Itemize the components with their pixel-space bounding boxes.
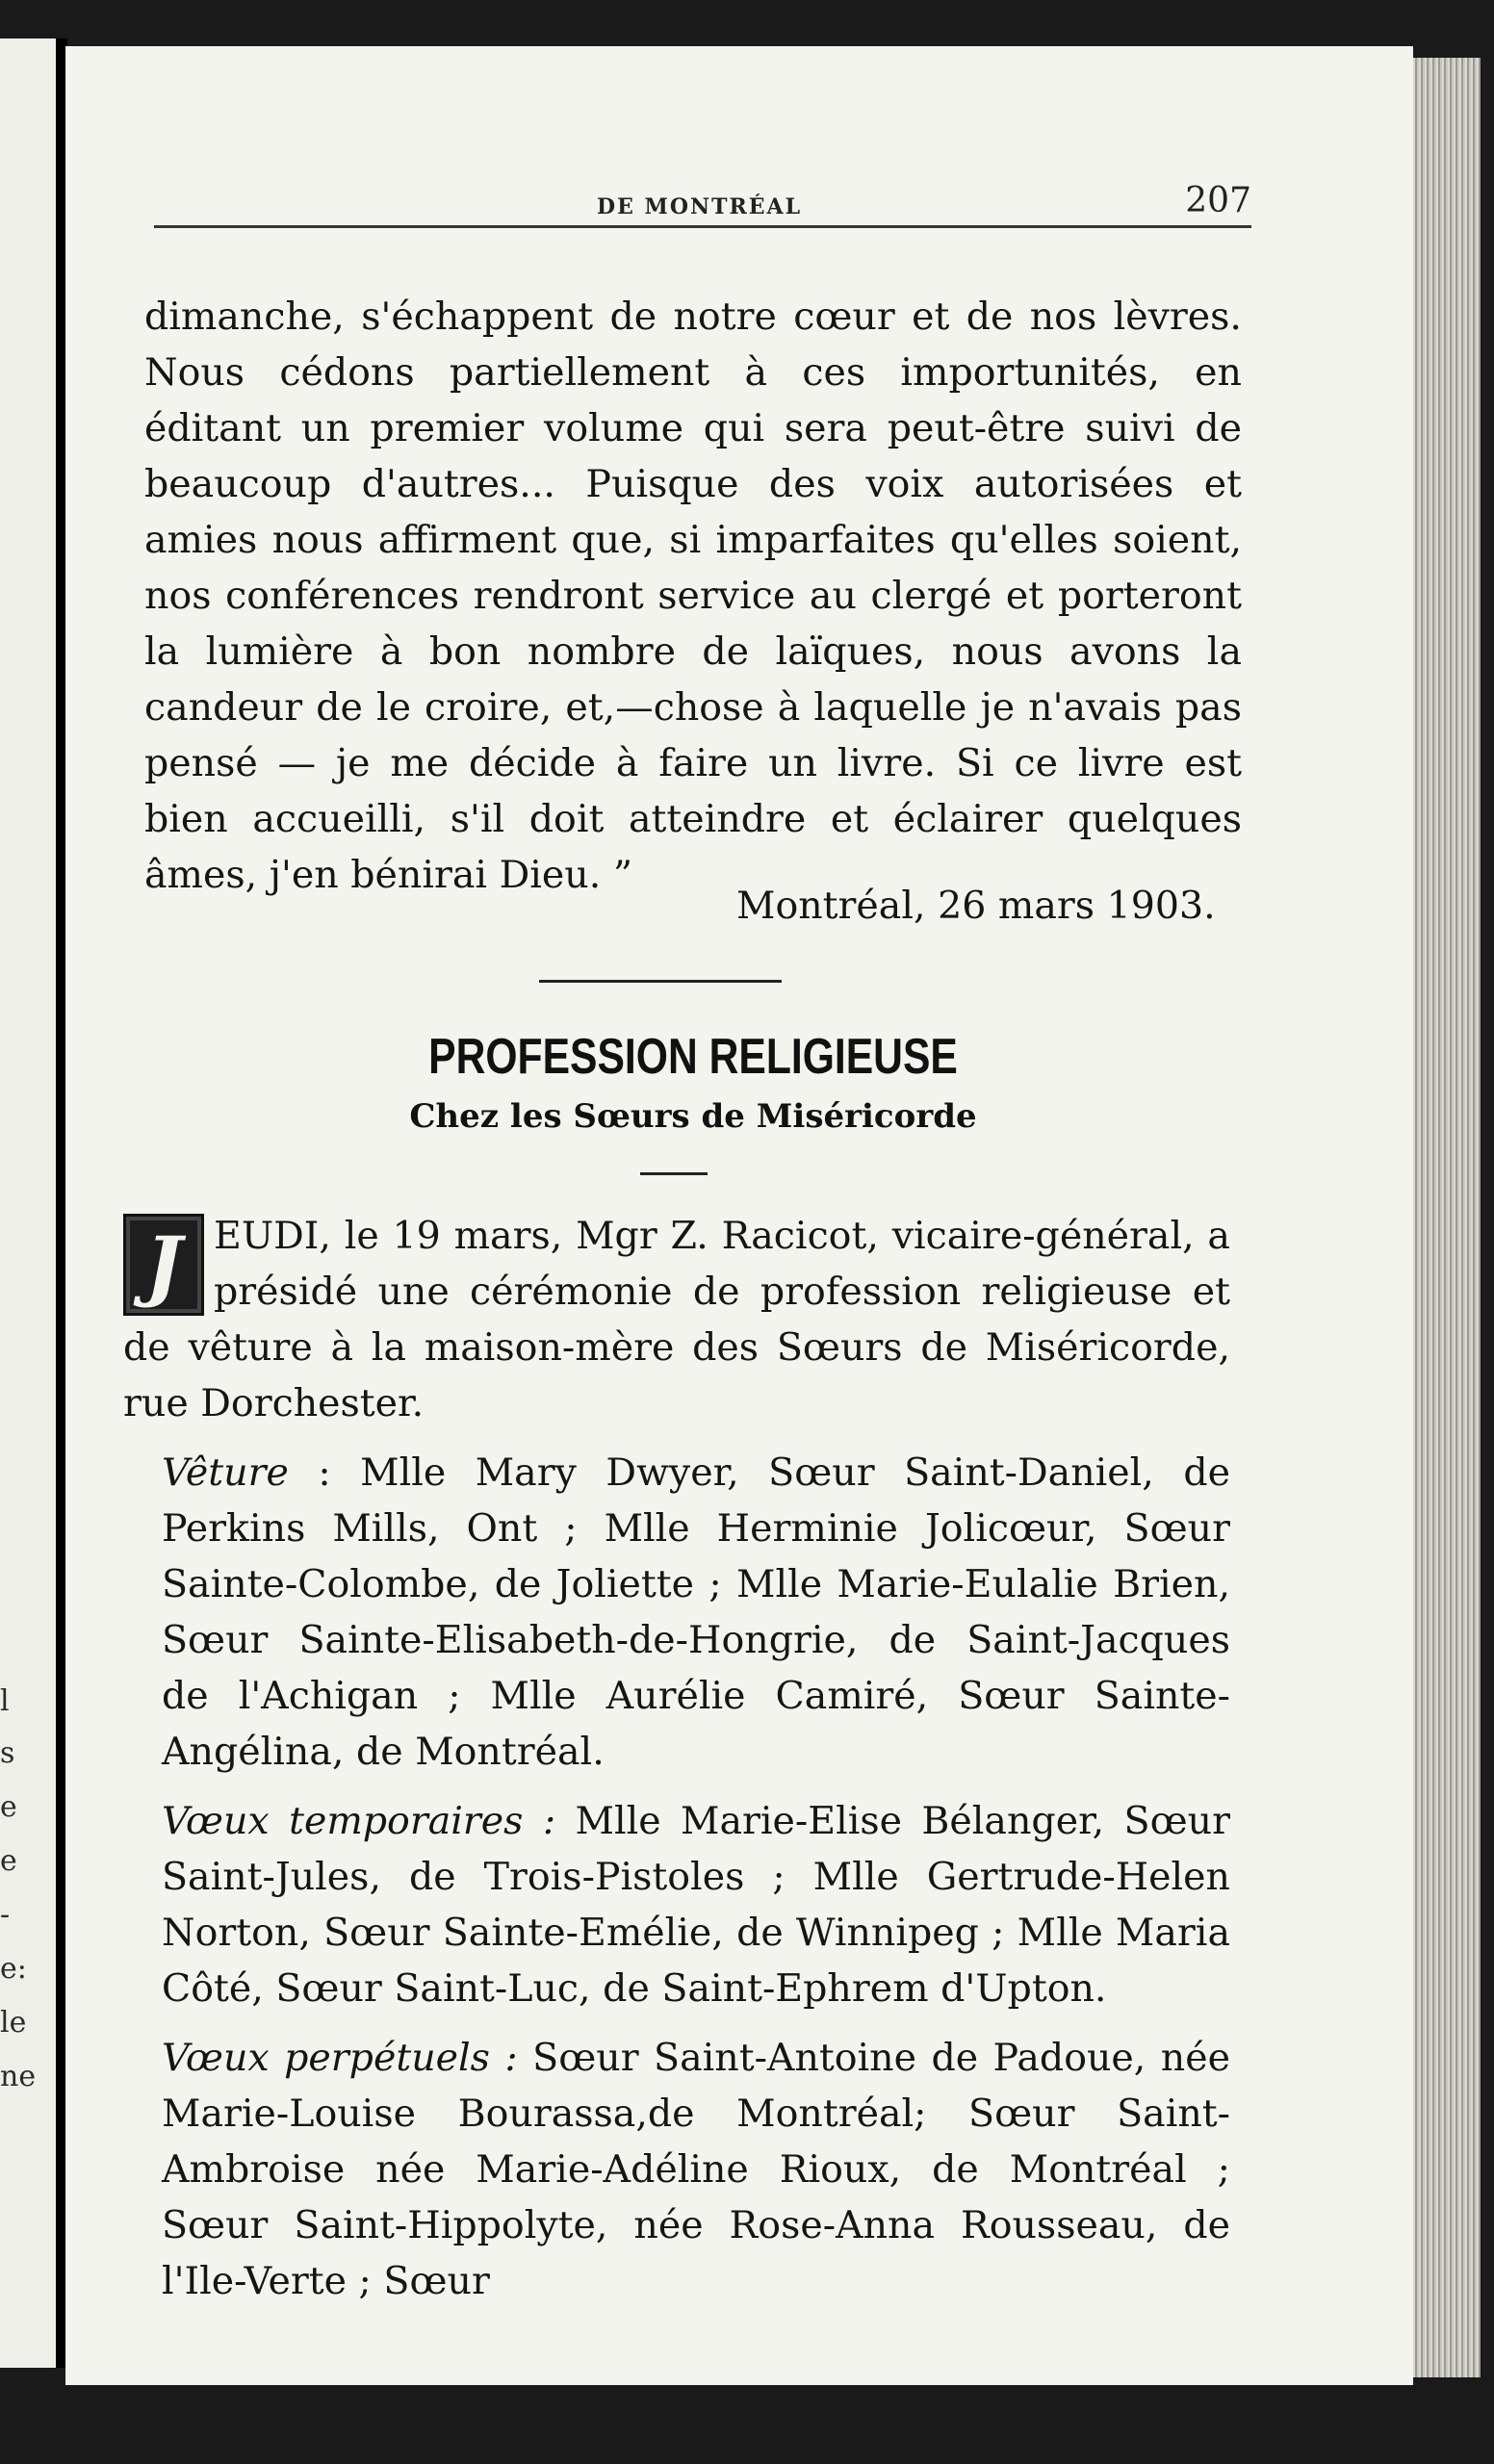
- adjacent-page-edge: [0, 38, 56, 2368]
- section-title: PROFESSION RELIGIEUSE: [428, 1029, 958, 1085]
- left-fragment: l: [0, 1684, 10, 1718]
- left-fragment: e: [0, 1844, 17, 1878]
- veture-paragraph: [123, 1445, 1230, 1780]
- left-fragment: -: [0, 1898, 11, 1932]
- voeux-temporaires-label: Vœux temporaires :: [162, 1799, 556, 1843]
- voeux-temporaires-text: Mlle Marie-Elise Bélanger, Sœur Saint-Jules, de Trois-Pistoles ; Mlle Gertrude-Helen Norton, Sœur Sainte-Emélie, de Winnipeg ; Mlle Maria Côté, Sœur Saint-Luc, de Saint-Ephrem d'Upton.: [162, 1799, 1230, 2011]
- page-stack-edge: [1413, 58, 1481, 2377]
- running-head-title: DE MONTRÉAL: [597, 194, 803, 219]
- intro-paragraph: [123, 1208, 1230, 1431]
- left-fragment: s: [0, 1736, 15, 1770]
- left-fragment: le: [0, 2006, 27, 2040]
- intro-text: EUDI, le 19 mars, Mgr Z. Racicot, vicaire-général, a présidé une cérémonie de profession religieuse et de vêture à la maison-mère des Sœurs de Miséricorde, rue Dorchester.: [123, 1214, 1230, 1425]
- left-fragment: ne: [0, 2060, 37, 2093]
- section-subtitle: Chez les Sœurs de Miséricorde: [409, 1097, 977, 1136]
- voeux-temporaires-paragraph: [123, 1793, 1230, 2016]
- paragraph: dimanche, s'échappent de notre cœur et de nos lèvres. Nous cédons partiellement à ces importunités, en éditant un premier volume qui sera peut-être suivi de beaucoup d'autres... Puisque des voix autorisées et amies nous affirment que, si imparfaites qu'elles soient, nos conférences rendront service au clergé et porteront la lumière à bon nombre de laïques, nous avons la candeur de le croire, et,—chose à laquelle je n'avais pas pensé — je me décide à faire un livre. Si ce livre est bien accueilli, s'il doit atteindre et éclairer quelques âmes, j'en bénirai Dieu. ”: [144, 295, 1242, 897]
- signoff-date: Montréal, 26 mars 1903.: [736, 884, 1216, 928]
- left-fragment: e: [0, 1790, 17, 1824]
- veture-text: : Mlle Mary Dwyer, Sœur Saint-Daniel, de Perkins Mills, Ont ; Mlle Herminie Jolicœur, Sœur Sainte-Colombe, de Joliette ; Mlle Marie-Eulalie Brien, Sœur Sainte-Elisabeth-de-Hongrie, de Saint-Jacques de l'Achigan ; Mlle Aurélie Camiré, Sœur Sainte-Angélina, de Montréal.: [162, 1450, 1230, 1774]
- body-text: [144, 289, 1242, 903]
- article-body: [123, 1208, 1230, 2323]
- veture-label: Vêture: [162, 1450, 289, 1495]
- left-fragment: e:: [0, 1952, 27, 1986]
- voeux-perpetuels-paragraph: [123, 2030, 1230, 2309]
- section-divider: [539, 980, 782, 983]
- page-number: 207: [1185, 181, 1251, 220]
- running-header: [154, 144, 1251, 228]
- voeux-perpetuels-label: Vœux perpétuels :: [162, 2036, 518, 2080]
- voeux-perpetuels-text: Sœur Saint-Antoine de Padoue, née Marie-Louise Bourassa,de Montréal; Sœur Saint-Ambroise née Marie-Adéline Rioux, de Montréal ; Sœur Saint-Hippolyte, née Rose-Anna Rousseau, de l'Ile-Verte ; Sœur: [162, 2036, 1230, 2303]
- drop-cap: J: [123, 1214, 204, 1316]
- subtitle-rule: [640, 1172, 708, 1175]
